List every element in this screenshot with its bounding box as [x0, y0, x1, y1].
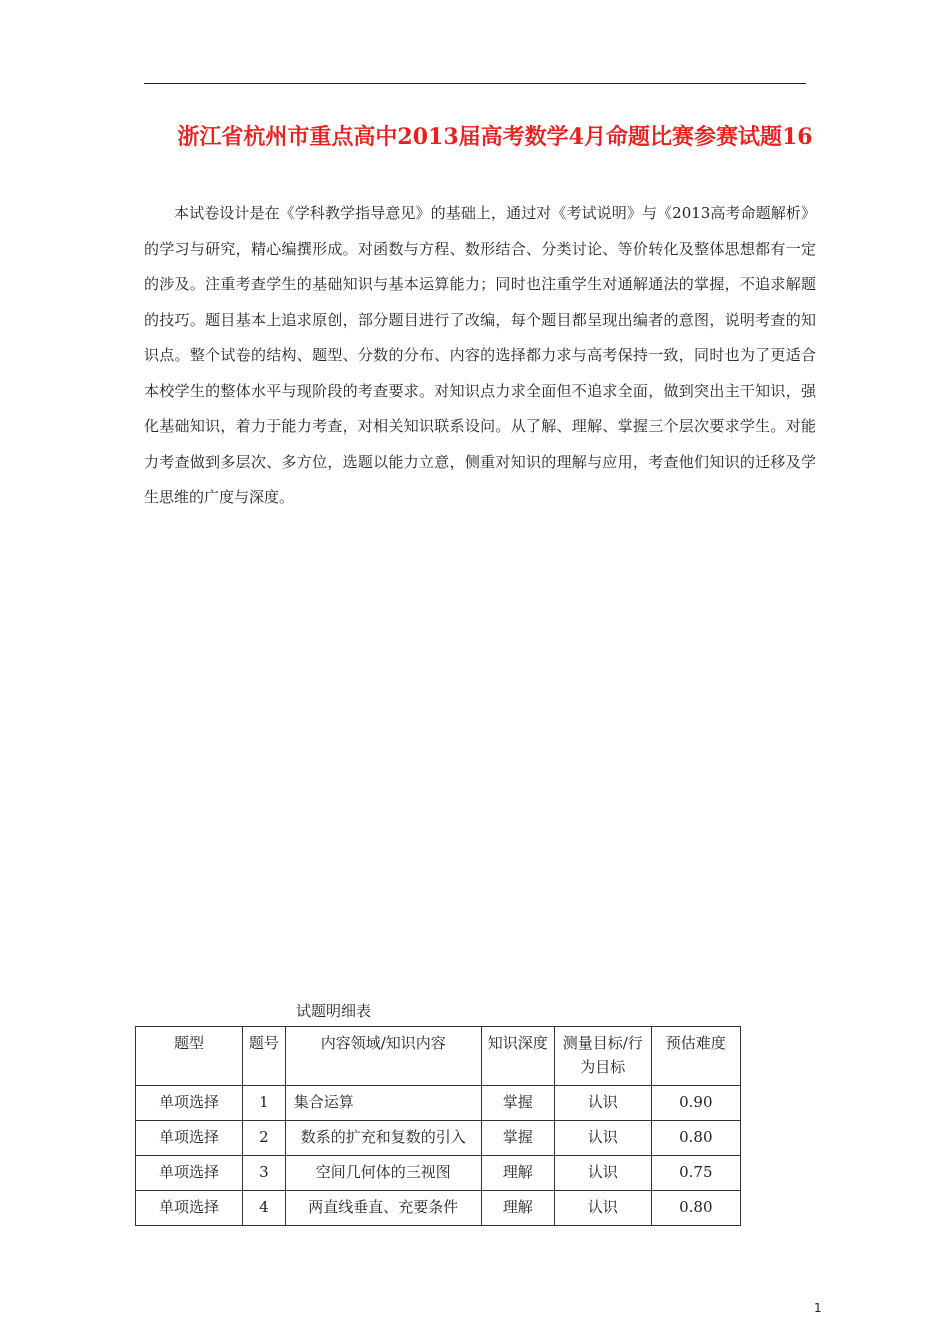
header-number: 题号 — [242, 1027, 285, 1086]
cell-number: 4 — [242, 1191, 285, 1226]
cell-difficulty: 0.80 — [651, 1191, 740, 1226]
cell-depth: 理解 — [481, 1191, 554, 1226]
cell-content: 数系的扩充和复数的引入 — [285, 1121, 481, 1156]
cell-target: 认识 — [554, 1156, 651, 1191]
table-row — [136, 1086, 741, 1121]
table-row — [136, 1156, 741, 1191]
cell-number: 1 — [242, 1086, 285, 1121]
cell-depth: 理解 — [481, 1156, 554, 1191]
cell-content: 两直线垂直、充要条件 — [285, 1191, 481, 1226]
cell-depth: 掌握 — [481, 1121, 554, 1156]
cell-difficulty: 0.80 — [651, 1121, 740, 1156]
table-row — [136, 1121, 741, 1156]
header-content: 内容领域/知识内容 — [285, 1027, 481, 1086]
page-number: 1 — [814, 1301, 822, 1315]
table-header-row — [136, 1027, 741, 1086]
intro-paragraph: 本试卷设计是在《学科教学指导意见》的基础上，通过对《考试说明》与《2013高考命题解析》的学习与研究，精心编撰形成。对函数与方程、数形结合、分类讨论、等价转化及整体思想都有一定的涉及。注重考查学生的基础知识与基本运算能力；同时也注重学生对通解通法的掌握，不追求解题的技巧。题目基本上追求原创，部分题目进行了改编，每个题目都呈现出编者的意图，说明考查的知识点。整个试卷的结构、题型、分数的分布、内容的选择都力求与高考保持一致，同时也为了更适合本校学生的整体水平与现阶段的考查要求。对知识点力求全面但不追求全面，做到突出主干知识，强化基础知识，着力于能力考查，对相关知识联系设问。从了解、理解、掌握三个层次要求学生。对能力考查做到多层次、多方位，选题以能力立意，侧重对知识的理解与应用，考查他们知识的迁移及学生思维的广度与深度。 — [144, 204, 816, 506]
cell-number: 2 — [242, 1121, 285, 1156]
header-type: 题型 — [136, 1027, 243, 1086]
cell-target: 认识 — [554, 1191, 651, 1226]
header-rule — [144, 83, 806, 84]
cell-number: 3 — [242, 1156, 285, 1191]
table-caption: 试题明细表 — [296, 1002, 372, 1020]
cell-content: 空间几何体的三视图 — [285, 1156, 481, 1191]
cell-type: 单项选择 — [136, 1156, 243, 1191]
question-detail-table — [135, 1026, 741, 1226]
document-title: 浙江省杭州市重点高中2013届高考数学4月命题比赛参赛试题16 — [177, 124, 813, 150]
cell-target: 认识 — [554, 1086, 651, 1121]
cell-target: 认识 — [554, 1121, 651, 1156]
header-difficulty: 预估难度 — [651, 1027, 740, 1086]
cell-difficulty: 0.90 — [651, 1086, 740, 1121]
cell-type: 单项选择 — [136, 1121, 243, 1156]
cell-type: 单项选择 — [136, 1086, 243, 1121]
cell-content: 集合运算 — [285, 1086, 481, 1121]
cell-type: 单项选择 — [136, 1191, 243, 1226]
table-row — [136, 1191, 741, 1226]
header-depth: 知识深度 — [481, 1027, 554, 1086]
cell-difficulty: 0.75 — [651, 1156, 740, 1191]
cell-depth: 掌握 — [481, 1086, 554, 1121]
header-target: 测量目标/行为目标 — [554, 1027, 651, 1086]
